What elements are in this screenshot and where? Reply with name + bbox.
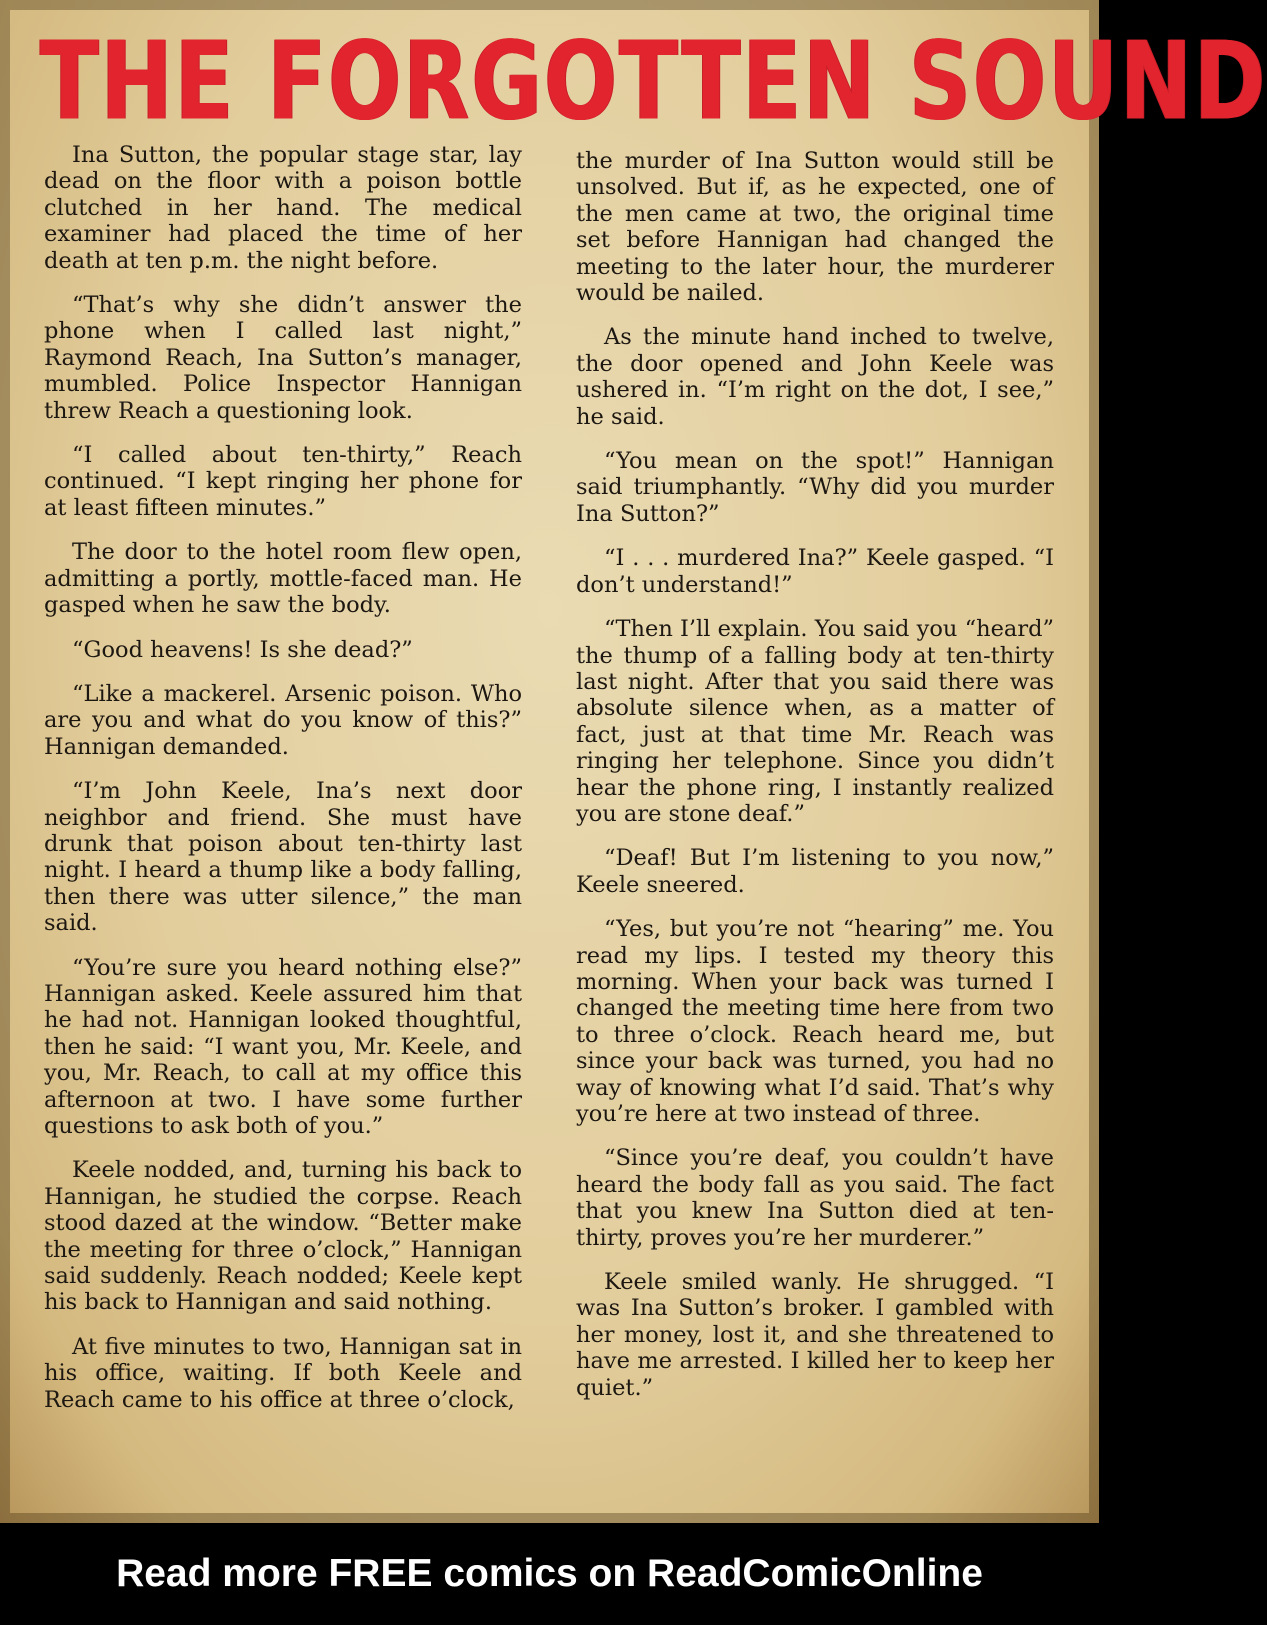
- paragraph: “You mean on the spot!” Hannigan said triumphantly. “Why did you murder Ina Sutton?”: [576, 448, 1054, 527]
- right-column: [576, 148, 1054, 1401]
- paragraph: As the minute hand inched to twelve, the door opened and John Keele was ushered in. “I’m right on the dot, I see,” he said.: [576, 324, 1054, 430]
- paragraph: Ina Sutton, the popular stage star, lay dead on the floor with a poison bottle clutched in her hand. The medical examiner had placed the time of her death at ten p.m. the night before.: [44, 142, 522, 274]
- paragraph: “Then I’ll explain. You said you “heard” the thump of a falling body at ten-thirty last night. After that you said there was absolute silence when, as a matter of fact, just at that time Mr. Reach was ringing her telephone. Since you didn’t hear the phone ring, I instantly realized you are stone deaf.”: [576, 616, 1054, 827]
- paragraph: “I called about ten-thirty,” Reach continued. “I kept ringing her phone for at least fifteen minutes.”: [44, 442, 522, 521]
- paragraph: Keele smiled wanly. He shrugged. “I was Ina Sutton’s broker. I gambled with her money, lost it, and she threatened to have me arrested. I killed her to keep her quiet.”: [576, 1269, 1054, 1401]
- paragraph: “Yes, but you’re not “hearing” me. You read my lips. I tested my theory this morning. When your back was turned I changed the meeting time here from two to three o’clock. Reach heard me, but since your back was turned, you had no way of knowing what I’d said. That’s why you’re here at two instead of three.: [576, 916, 1054, 1127]
- paragraph: “I . . . murdered Ina?” Keele gasped. “I don’t understand!”: [576, 545, 1054, 598]
- paragraph: “I’m John Keele, Ina’s next door neighbor and friend. She must have drunk that poison about ten-thirty last night. I heard a thump like a body falling, then there was utter silence,” the man said.: [44, 778, 522, 937]
- paragraph: The door to the hotel room flew open, admitting a portly, mottle-faced man. He gasped when he saw the body.: [44, 539, 522, 619]
- promo-banner[interactable]: Read more FREE comics on ReadComicOnline: [0, 1523, 1099, 1625]
- paragraph: “Deaf! But I’m listening to you now,” Keele sneered.: [576, 845, 1054, 898]
- paragraph: “That’s why she didn’t answer the phone when I called last night,” Raymond Reach, Ina Sutton’s manager, mumbled. Police Inspector Hannigan threw Reach a questioning look.: [44, 292, 522, 424]
- paragraph: Keele nodded, and, turning his back to Hannigan, he studied the corpse. Reach stood dazed at the window. “Better make the meeting for three o’clock,” Hannigan said suddenly. Reach nodded; Keele kept his back to Hannigan and said nothing.: [44, 1157, 522, 1316]
- paragraph: “Since you’re deaf, you couldn’t have heard the body fall as you said. The fact that you knew Ina Sutton died at ten-thirty, proves you’re her murderer.”: [576, 1145, 1054, 1251]
- paragraph: “Like a mackerel. Arsenic poison. Who are you and what do you know of this?” Hannigan demanded.: [44, 680, 522, 760]
- paragraph: “You’re sure you heard nothing else?” Hannigan asked. Keele assured him that he had not. Hannigan looked thoughtful, then he said: “I want you, Mr. Keele, and you, Mr. Reach, to call at my office this afternoon at two. I have some further questions to ask both of you.”: [44, 954, 522, 1139]
- paragraph: “Good heavens! Is she dead?”: [72, 636, 413, 663]
- left-column: [44, 142, 522, 1413]
- paragraph: the murder of Ina Sutton would still be unsolved. But if, as he expected, one of the men came at two, the original time set before Hannigan had changed the meeting to the later hour, the murderer would be nailed.: [576, 148, 1054, 307]
- story-title: THE FORGOTTEN SOUND: [40, 19, 1267, 145]
- paragraph: At five minutes to two, Hannigan sat in his office, waiting. If both Keele and Reach came to his office at three o’clock,: [44, 1333, 522, 1413]
